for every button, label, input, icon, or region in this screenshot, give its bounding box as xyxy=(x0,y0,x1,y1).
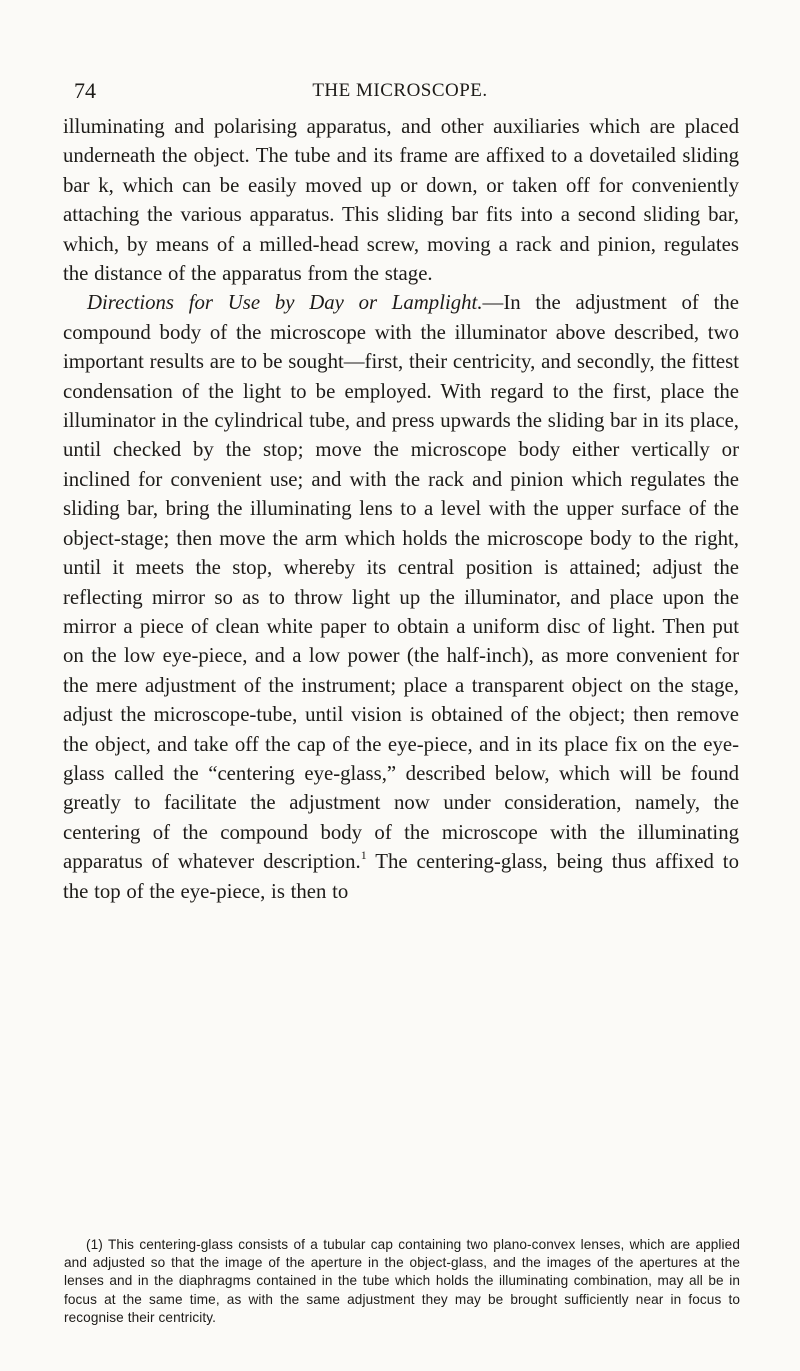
footnote xyxy=(64,1236,740,1327)
page-number: 74 xyxy=(74,78,96,103)
page-header xyxy=(74,76,726,106)
footnote-text: This centering-glass consists of a tubular cap containing two plano-convex lenses, which are applied and adjusted so that the image of the aperture in the object-glass, and the images of the apertures at the lenses and in the diaphragms contained in the tube which holds the illuminating combination, may all be in focus at the same time, as with the same adjustment they may be brought sufficiently near in focus to recognise their centricity. xyxy=(64,1237,740,1325)
paragraph-directions xyxy=(63,288,739,906)
footnote-reference: 1 xyxy=(360,848,367,863)
main-text xyxy=(63,112,739,906)
footnote-marker: (1) xyxy=(86,1237,103,1252)
paragraph-continuation: illuminating and polarising apparatus, and other auxiliaries which are placed underneath the object. The tube and its frame are affixed to a dovetailed sliding bar k, which can be easily moved up or down, or taken off for conveniently attaching the various apparatus. This sliding bar fits into a second sliding bar, which, by means of a milled-head screw, moving a rack and pinion, regulates the distance of the apparatus from the stage. xyxy=(63,115,739,286)
running-title: THE MICROSCOPE. xyxy=(312,80,488,101)
paragraph-tail: The centering-glass, being thus affixed to the top of the eye-piece, is then to xyxy=(63,850,739,903)
section-heading: Directions for Use by Day or Lamplight. xyxy=(87,291,483,315)
footnotes xyxy=(64,1236,740,1327)
paragraph-text: —In the adjustment of the compound body of the microscope with the illuminator above described, two important results are to be sought—first, their centricity, and secondly, the fittest condensation of the light to be employed. With regard to the first, place the illuminator in the cylindrical tube, and press upwards the sliding bar in its place, until checked by the stop; move the microscope body either vertically or inclined for convenient use; and with the rack and pinion which regulates the sliding bar, bring the illuminating lens to a level with the upper surface of the object-stage; then move the arm which holds the microscope body to the right, until it meets the stop, whereby its central position is attained; adjust the reflecting mirror so as to throw light up the illuminator, and place upon the mirror a piece of clean white paper to obtain a uniform disc of light. Then put on the low eye-piece, and a low power (the half-inch), as more convenient for the mere adjustment of the instrument; place a transparent object on the stage, adjust the microscope-tube, until vision is obtained of the object; then remove the object, and take off the cap of the eye-piece, and in its place fix on the eye-glass called the “centering eye-glass,” described below, which will be found greatly to facilitate the adjustment now under consideration, namely, the centering of the compound body of the microscope with the illuminating apparatus of whatever description. xyxy=(63,291,739,874)
